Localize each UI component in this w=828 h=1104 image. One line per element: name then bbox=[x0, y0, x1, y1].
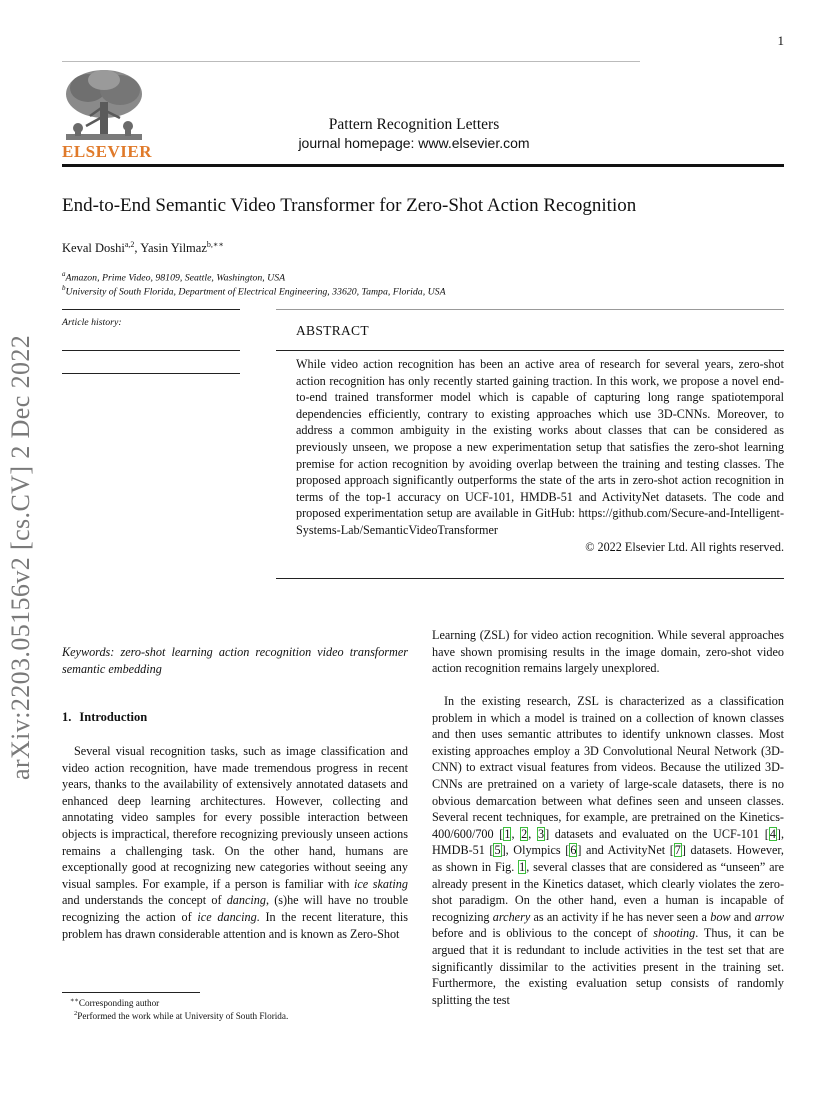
text-run: Several visual recognition tasks, such as image classification and video action recognition, have made tremendous progress in recent years, thanks to the availability of extensively annotated datasets and enhanced deep learning architectures. However, collecting and annotating video samples for every possible interaction between objects is impractical, therefore recognizing previously unseen actions remains a challenging task. On the other hand, humans are exceptionally good at recognizing new categories without seeing any visual samples. For example, if a person is familiar with bbox=[62, 744, 408, 891]
affiliation-mark: b bbox=[62, 284, 66, 292]
keywords: Keywords: zero-shot learning action recognition video transformer semantic embedding bbox=[62, 645, 408, 676]
header-thick-rule bbox=[62, 164, 784, 167]
text-run: ], HMDB-51 [ bbox=[432, 826, 785, 858]
citation-link[interactable]: 5 bbox=[494, 843, 501, 858]
citation-link[interactable]: 7 bbox=[674, 843, 681, 858]
intro-paragraph bbox=[62, 743, 408, 942]
text-run: ], Olympics [ bbox=[501, 843, 570, 858]
emphasis: arrow bbox=[754, 909, 784, 924]
text-run: ] datasets. However, as shown in Fig. bbox=[432, 843, 784, 874]
paragraph bbox=[62, 743, 408, 942]
text-run: . In the recent literature, this problem has drawn considerable attention and is known as Zero-Shot bbox=[62, 909, 408, 941]
affiliation bbox=[62, 270, 285, 283]
abstract-bottom-rule bbox=[276, 578, 784, 579]
citation-link[interactable]: 1 bbox=[504, 826, 511, 841]
abstract-top-rule bbox=[276, 309, 784, 310]
footnote-mark: 2 bbox=[74, 1010, 78, 1017]
section-heading bbox=[62, 709, 408, 726]
abstract-text: While video action recognition has been an active area of research for several years, zero-shot action recognition has only recently started gaining traction. In this work, we propose a novel end-to-end trained transformer model which is capable of capturing long range spatiotemporal dependencies efficiently, contrary to existing approaches which use 3D-CNNs. Moreover, to address a common ambiguity in the existing works about classes that can be considered as previously unseen, we propose a new experimentation setup that satisfies the zero-shot learning premise for action recognition by avoiding overlap between the training and testing classes. The proposed approach significantly outperforms the state of the arts in zero-shot action recognition in terms of the top-1 accuracy on UCF-101, HMDB-51 and ActivityNet datasets. The code and proposed experimentation setup are available in GitHub: https://github.com/Secure-and-Intelligent-Systems-Lab/SemanticVideoTransformer bbox=[296, 357, 784, 537]
author-list bbox=[62, 240, 224, 256]
text-run: , bbox=[511, 826, 521, 841]
article-history-label: Article history: bbox=[62, 317, 122, 328]
arxiv-stamp: arXiv:2203.05156v2 [cs.CV] 2 Dec 2022 bbox=[6, 334, 35, 780]
footnote-rule bbox=[62, 992, 200, 993]
paragraph bbox=[432, 693, 784, 1008]
text-run: ] datasets and evaluated on the UCF-101 [ bbox=[545, 826, 769, 841]
author-name: Yasin Yilmaz bbox=[140, 241, 207, 256]
footnote bbox=[74, 1010, 288, 1021]
footnote bbox=[70, 996, 159, 1008]
affiliation bbox=[62, 284, 446, 297]
publisher-name: ELSEVIER bbox=[62, 142, 152, 161]
affiliation-mark: a bbox=[62, 270, 66, 278]
text-run: , (s)he will have no trouble recognizing the action of bbox=[62, 893, 408, 924]
citation-link[interactable]: 3 bbox=[537, 826, 545, 841]
text-run: and understands the concept of bbox=[62, 893, 227, 908]
footnote-text: Corresponding author bbox=[78, 998, 160, 1009]
abstract-rule bbox=[276, 350, 784, 351]
abstract-body bbox=[296, 356, 784, 555]
right-column-paragraph bbox=[432, 627, 784, 677]
text-run: before and is oblivious to the concept of bbox=[432, 926, 654, 941]
paper-title: End-to-End Semantic Video Transformer for Zero-Shot Action Recognition bbox=[62, 195, 637, 216]
citation-link[interactable]: 6 bbox=[570, 843, 577, 858]
article-info-rule bbox=[62, 309, 240, 310]
author-affiliation-mark: a,2 bbox=[124, 240, 135, 249]
arxiv-stamp-container bbox=[6, 300, 46, 780]
affiliation-text: University of South Florida, Department of Electrical Engineering, 33620, Tampa, Florida, USA bbox=[65, 286, 446, 298]
text-run: . Thus, it can be argued that it is redundant to include activities in the test set that are significantly dissimilar to the activities present in the training set. Furthermore, the existing evaluation setup consists of randomly splitting the test bbox=[432, 926, 784, 1007]
text-run: ] and ActivityNet [ bbox=[577, 843, 674, 858]
copyright-notice: © 2022 Elsevier Ltd. All rights reserved. bbox=[585, 539, 784, 554]
right-column-paragraph bbox=[432, 693, 784, 1008]
journal-title: Pattern Recognition Letters bbox=[328, 116, 500, 133]
footnote-text: Performed the work while at University of South Florida. bbox=[77, 1011, 289, 1022]
footnote-mark: ∗∗ bbox=[70, 997, 79, 1004]
article-info-rule bbox=[62, 350, 240, 351]
emphasis: dancing bbox=[226, 893, 266, 908]
page-number: 1 bbox=[777, 33, 784, 48]
text-run: In the existing research, ZSL is characterized as a classification problem in which a model is trained on a collection of known classes and then uses semantic attributes to identify unknown classes. Most existing approaches employ a 3D Convolutional Neural Network (3D-CNN) to extract visual features from videos. Because the utilized 3D-CNNs are pretrained on a variety of large-scale datasets, there is no obvious demarcation between what defines seen and unseen classes. Several recent techniques, for example, are pretrained on the Kinetics-400/600/700 [ bbox=[432, 694, 784, 841]
article-info-rule bbox=[62, 373, 240, 374]
emphasis: shooting bbox=[653, 926, 696, 941]
section-title: Introduction bbox=[79, 710, 148, 724]
text-run: and bbox=[730, 909, 755, 924]
text-run: as an activity if he has never seen a bbox=[530, 909, 711, 924]
section-number: 1. bbox=[62, 710, 72, 724]
header-top-rule bbox=[62, 61, 640, 62]
figure-reference-link[interactable]: 1 bbox=[519, 859, 526, 874]
journal-homepage: journal homepage: www.elsevier.com bbox=[298, 135, 530, 151]
text-run: , bbox=[528, 826, 537, 841]
citation-link[interactable]: 4 bbox=[769, 826, 776, 841]
author-separator: , bbox=[134, 241, 141, 256]
paragraph: Learning (ZSL) for video action recognition. While several approaches have shown promising results in the image domain, zero-shot video action recognition remains largely unexplored. bbox=[432, 628, 784, 676]
emphasis: ice skating bbox=[354, 876, 408, 891]
abstract-heading: ABSTRACT bbox=[296, 323, 369, 338]
affiliation-text: Amazon, Prime Video, 98109, Seattle, Washington, USA bbox=[65, 272, 286, 284]
emphasis: bow bbox=[710, 909, 731, 924]
citation-link[interactable]: 2 bbox=[521, 826, 528, 841]
emphasis: ice dancing bbox=[197, 909, 257, 924]
author-name: Keval Doshi bbox=[62, 241, 125, 256]
emphasis: archery bbox=[492, 909, 531, 924]
text-run: , several classes that are considered as “unseen” are already present in the Kinetics dataset, which clearly violates the zero-shot paradigm. On the other hand, even a human is incapable of recognizing bbox=[432, 859, 784, 924]
author-affiliation-mark: b,∗∗ bbox=[206, 240, 224, 249]
